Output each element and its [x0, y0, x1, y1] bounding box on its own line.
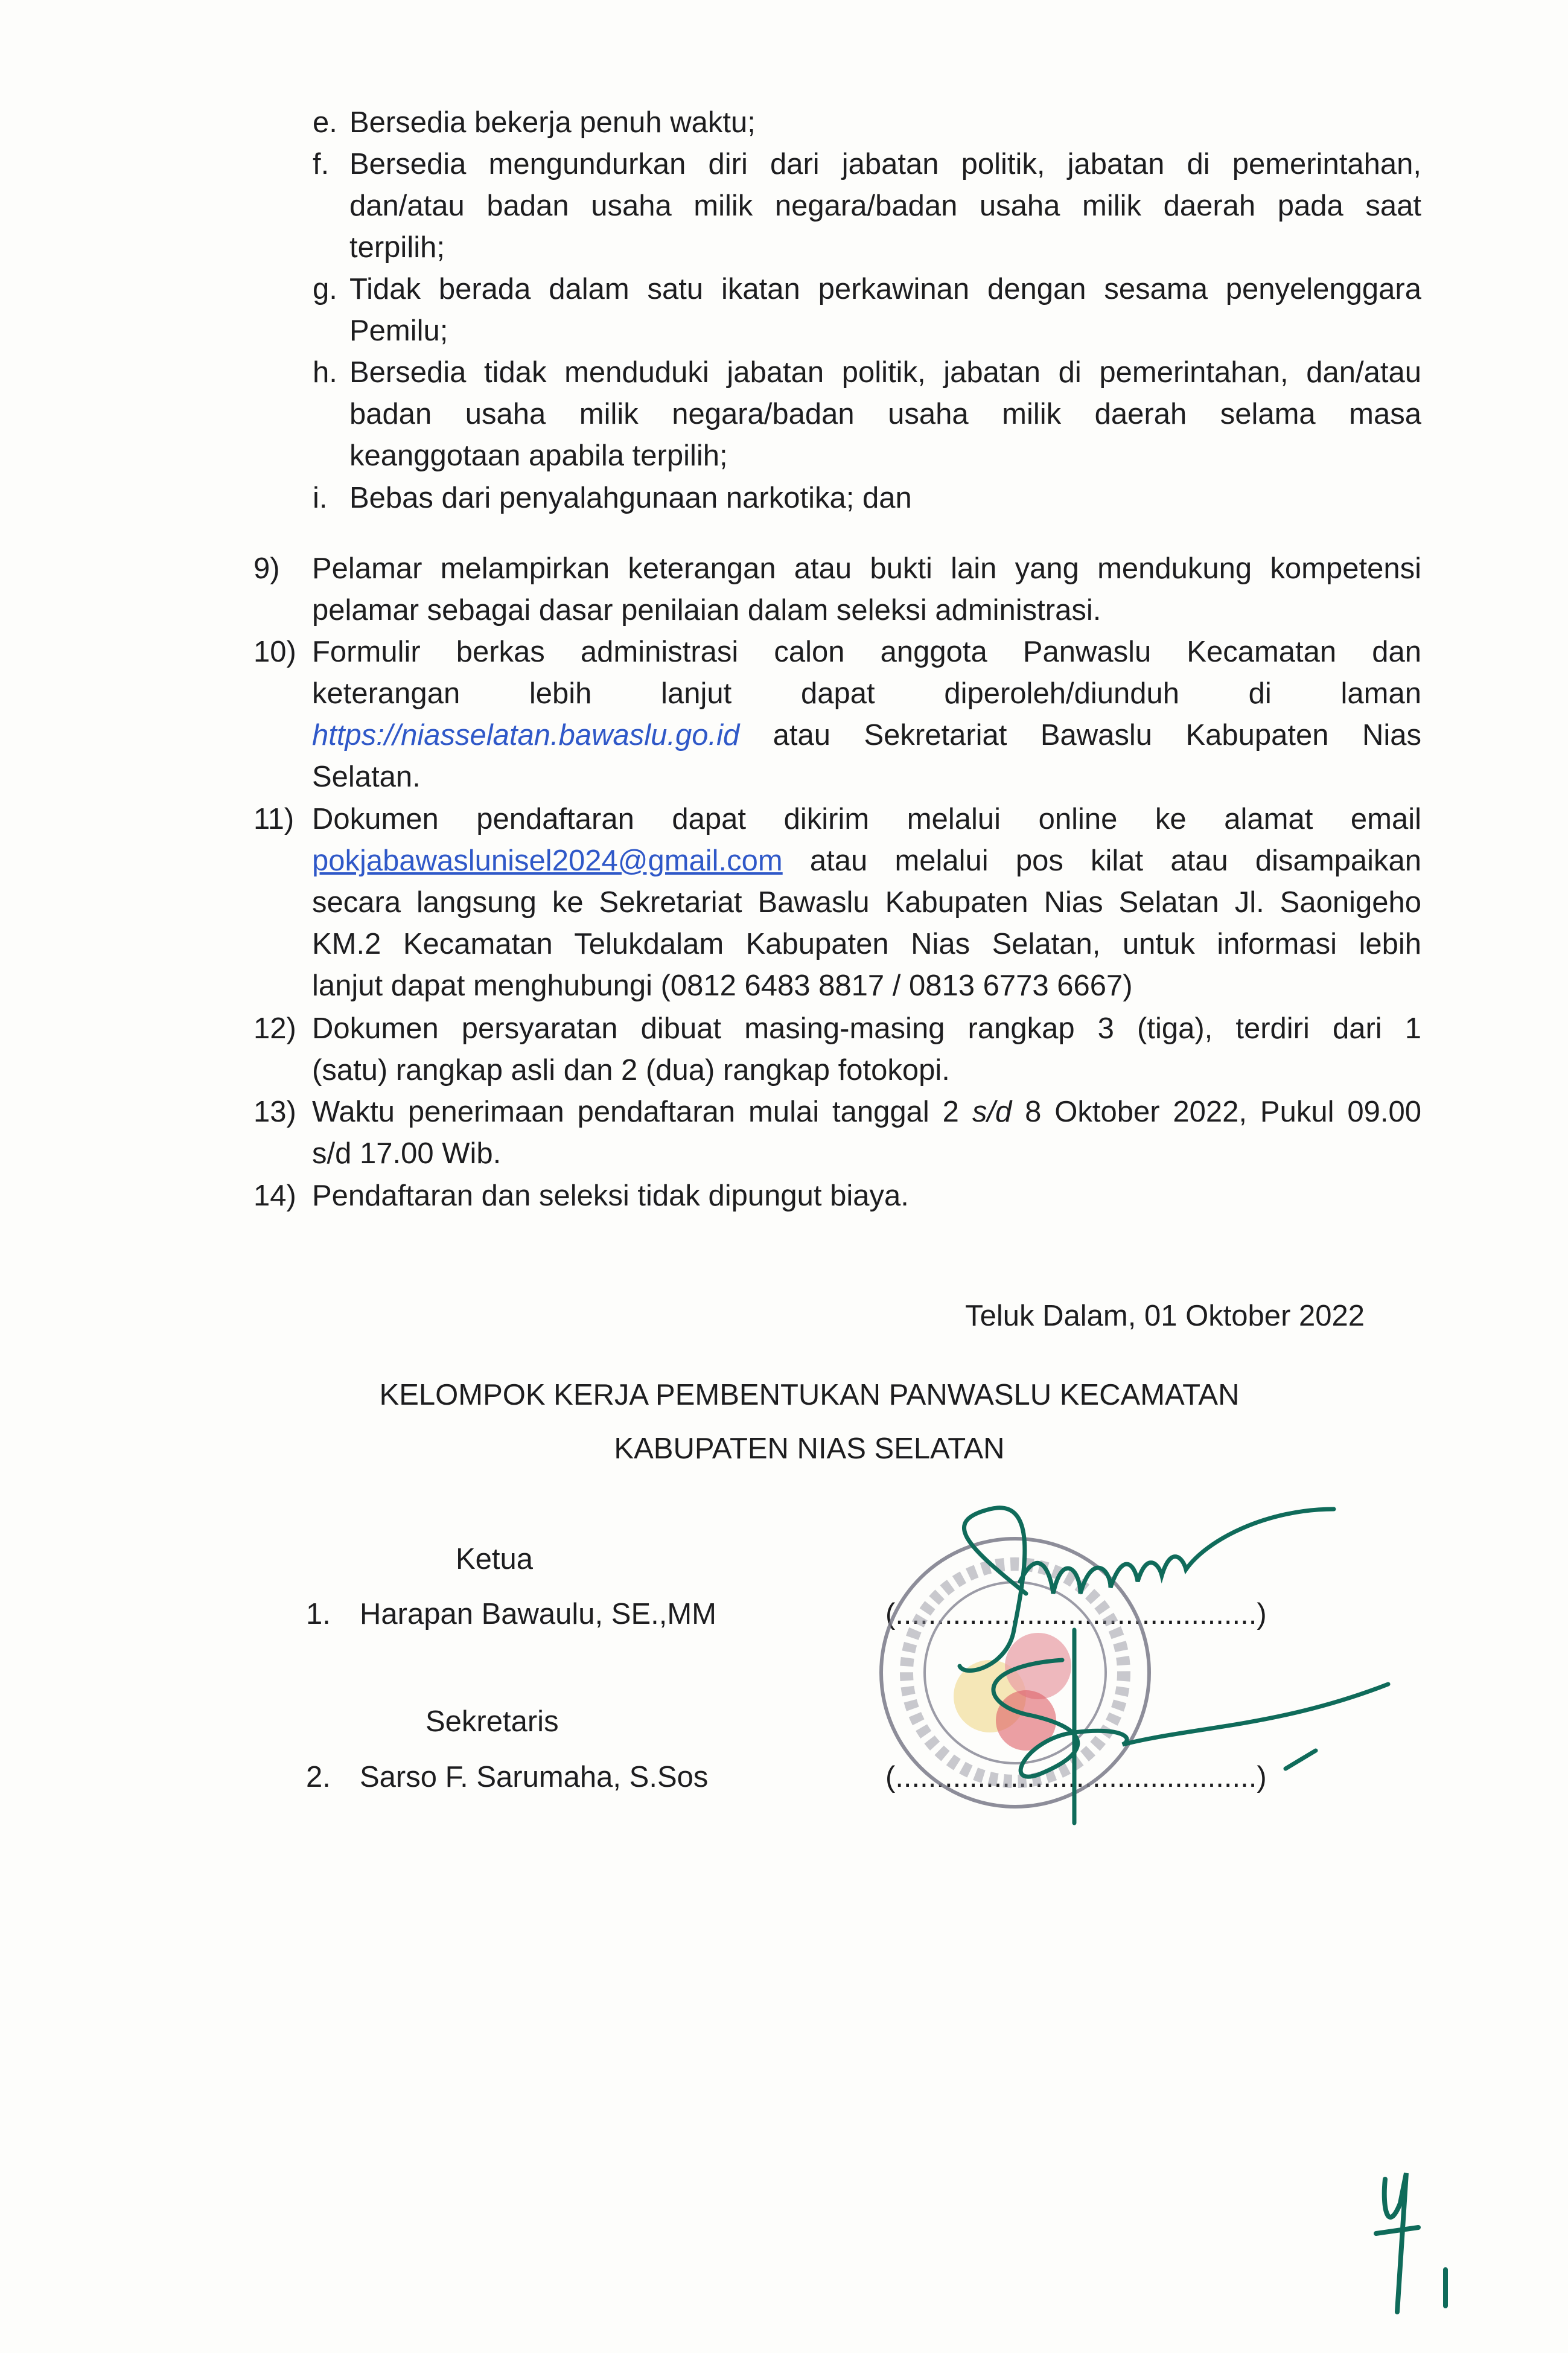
signatory-name: Sarso F. Sarumaha, S.Sos: [360, 1761, 709, 1793]
item-10-line: Selatan.: [312, 761, 421, 793]
item-i-text: Bebas dari penyalahgunaan narkotika; dan: [349, 482, 912, 514]
item-9-line: pelamar sebagai dasar penilaian dalam seleksi administrasi.: [312, 594, 1101, 627]
item-e-text: Bersedia bekerja penuh waktu;: [349, 106, 756, 139]
item-f-line: terpilih;: [349, 231, 445, 264]
item-10-line: Formulir berkas administrasi calon anggota Panwaslu Kecamatan dan: [312, 636, 1421, 668]
item-11-line: KM.2 Kecamatan Telukdalam Kabupaten Nias Selatan, untuk informasi lebih: [312, 928, 1421, 960]
item-11-line-rest: atau melalui pos kilat atau disampaikan: [782, 844, 1421, 877]
item-h-line: badan usaha milik negara/badan usaha milik daerah selama masa: [349, 398, 1421, 430]
item-13-line: s/d 17.00 Wib.: [312, 1137, 502, 1170]
item-13-post: 8 Oktober 2022, Pukul 09.00: [1012, 1096, 1422, 1128]
item-11-line: Dokumen pendaftaran dapat dikirim melalui online ke alamat email: [312, 803, 1421, 835]
place-date: Teluk Dalam, 01 Oktober 2022: [965, 1300, 1365, 1332]
signatory-name: Harapan Bawaulu, SE.,MM: [360, 1598, 716, 1630]
item-12-label: 12): [253, 1012, 296, 1045]
item-13-pre: Waktu penerimaan pendaftaran mulai tanggal 2: [312, 1096, 972, 1128]
item-14-line: Pendaftaran dan seleksi tidak dipungut biaya.: [312, 1180, 909, 1212]
item-13-label: 13): [253, 1096, 296, 1128]
item-g-label: g.: [313, 273, 337, 305]
item-f-line: dan/atau badan usaha milik negara/badan usaha milik daerah pada saat: [349, 190, 1421, 222]
signatory-number: 1.: [306, 1598, 331, 1630]
item-14-label: 14): [253, 1180, 296, 1212]
page-initial-mark: [1376, 2173, 1445, 2312]
item-12-line: Dokumen persyaratan dibuat masing-masing rangkap 3 (tiga), terdiri dari 1: [312, 1012, 1421, 1045]
item-h-line: keanggotaan apabila terpilih;: [349, 439, 728, 472]
item-9-line: Pelamar melampirkan keterangan atau bukti lain yang mendukung kompetensi: [312, 552, 1421, 585]
signatory-number: 2.: [306, 1761, 331, 1793]
item-e-label: e.: [313, 106, 337, 139]
website-link[interactable]: https://niasselatan.bawaslu.go.id: [312, 719, 740, 752]
item-11-label: 11): [253, 803, 295, 835]
org-line-2: KABUPATEN NIAS SELATAN: [614, 1432, 1005, 1465]
item-g-line: Pemilu;: [349, 314, 448, 347]
item-i-label: i.: [313, 482, 328, 514]
item-10-line: keterangan lebih lanjut dapat diperoleh/diunduh di laman: [312, 677, 1421, 710]
item-f-label: f.: [313, 148, 330, 180]
email-link[interactable]: pokjabawaslunisel2024@gmail.com: [312, 844, 783, 877]
item-f-line: Bersedia mengundurkan diri dari jabatan politik, jabatan di pemerintahan,: [349, 148, 1421, 180]
item-11-line: secara langsung ke Sekretariat Bawaslu Kabupaten Nias Selatan Jl. Saonigeho: [312, 886, 1421, 919]
item-g-line: Tidak berada dalam satu ikatan perkawinan dengan sesama penyelenggara: [349, 273, 1421, 305]
item-h-line: Bersedia tidak menduduki jabatan politik, jabatan di pemerintahan, dan/atau: [349, 356, 1421, 389]
signature-line: (............................................): [885, 1761, 1267, 1793]
role-ketua: Ketua: [456, 1543, 534, 1576]
org-line-1: KELOMPOK KERJA PEMBENTUKAN PANWASLU KECAMATAN: [379, 1379, 1240, 1411]
item-10-label: 10): [253, 636, 296, 668]
item-10-line-rest: atau Sekretariat Bawaslu Kabupaten Nias: [739, 719, 1421, 752]
role-sekretaris: Sekretaris: [425, 1705, 559, 1738]
item-12-line: (satu) rangkap asli dan 2 (dua) rangkap fotokopi.: [312, 1054, 950, 1087]
item-11-line: lanjut dapat menghubungi (0812 6483 8817 / 0813 6773 6667): [312, 969, 1133, 1002]
item-9-label: 9): [253, 552, 280, 585]
signature-line: (............................................): [885, 1598, 1267, 1630]
item-h-label: h.: [313, 356, 337, 389]
item-13-sd: s/d: [972, 1096, 1012, 1128]
